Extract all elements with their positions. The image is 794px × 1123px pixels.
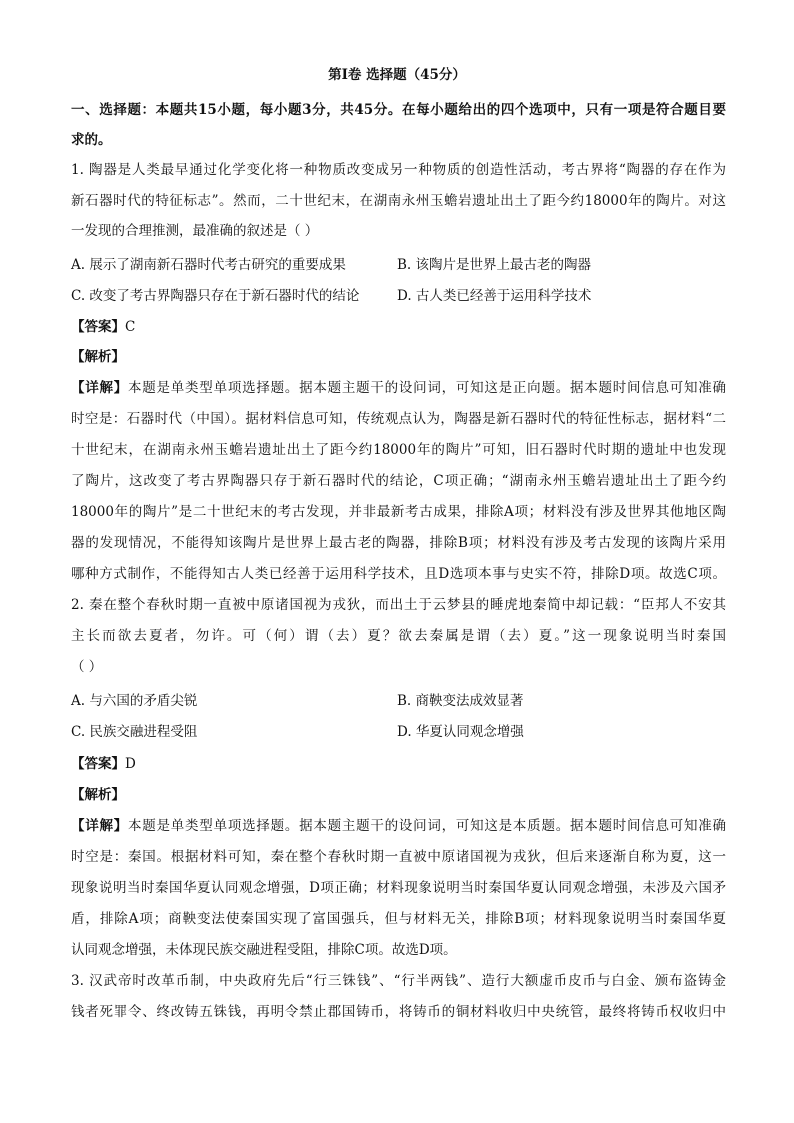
q1-answer-value: C xyxy=(125,319,136,335)
q1-stem-line-1: 1. 陶器是人类最早通过化学变化将一种物质改变成另一种物质的创造性活动，考古界将“陶器的存在作为 xyxy=(71,162,726,178)
q2-detail-line-3: 现象说明当时秦国华夏认同观念增强，D项正确；材料现象说明当时秦国华夏认同观念增强，未涉及六国矛 xyxy=(71,880,726,896)
q1-analysis-tag: 【解析】 xyxy=(71,349,125,365)
q1-stem-line-2: 新石器时代的特征标志”。然而，二十世纪末，在湖南永州玉蟾岩遗址出土了距今约18000年的陶片。对这 xyxy=(71,193,726,209)
q2-stem-line-3: （ ） xyxy=(71,659,103,675)
q2-detail-tag: 【详解】 xyxy=(71,818,129,834)
q2-answer-tag: 【答案】 xyxy=(71,756,125,772)
q1-stem-line-3: 一发现的合理推测，最准确的叙述是（ ） xyxy=(71,223,319,239)
q2-detail-text-1: 本题是单类型单项选择题。据本题主题干的设问词，可知这是本质题。据本题时间信息可知准确 xyxy=(128,818,726,834)
q2-answer xyxy=(71,755,136,773)
section-instructions-line-1: 一、选择题：本题共15小题，每小题3分，共45分。在每小题给出的四个选项中，只有一项是符合题目要 xyxy=(71,102,726,118)
q2-stem-line-2: 主长而欲去夏者，勿许。可（何）谓（去）夏？欲去秦属是谓（去）夏。”这一现象说明当时秦国 xyxy=(71,628,726,644)
q1-detail-line-7: 哪种方式制作，不能得知古人类已经善于运用科学技术，且D选项本事与史实不符，排除D项。故选C项。 xyxy=(71,566,726,582)
q2-option-c: C. 民族交融进程受阻 xyxy=(71,724,198,740)
q2-answer-value: D xyxy=(125,756,136,772)
q2-option-d: D. 华夏认同观念增强 xyxy=(397,724,524,740)
q1-option-c: C. 改变了考古界陶器只存在于新石器时代的结论 xyxy=(71,288,360,304)
q1-detail-line-6: 器的发现情况，不能得知该陶片是世界上最古老的陶器，排除B项；材料没有涉及考古发现的该陶片采用 xyxy=(71,535,726,551)
q1-answer xyxy=(71,318,135,336)
q2-detail-line-2: 时空是：秦国。根据材料可知，秦在整个春秋时期一直被中原诸国视为戎狄，但后来逐渐自称为夏，这一 xyxy=(71,849,726,865)
section-instructions-line-2: 求的。 xyxy=(71,132,112,148)
q1-analysis xyxy=(71,348,125,366)
q1-detail-line-5: 18000年的陶片”是二十世纪末的考古发现，并非最新考古成果，排除A项；材料没有涉及世界其他地区陶 xyxy=(71,504,726,520)
q1-detail-line-1 xyxy=(71,379,726,397)
q1-detail-line-4: 了陶片，这改变了考古界陶器只存于新石器时代的结论，C项正确；“湖南永州玉蟾岩遗址出土了距今约 xyxy=(71,473,726,489)
q2-option-a: A. 与六国的矛盾尖锐 xyxy=(71,693,198,709)
q2-detail-line-5: 认同观念增强，未体现民族交融进程受阻，排除C项。故选D项。 xyxy=(71,942,457,958)
q2-detail-line-4: 盾，排除A项；商鞅变法使秦国实现了富国强兵，但与材料无关，排除B项；材料现象说明当时秦国华夏 xyxy=(71,911,726,927)
q1-option-b: B. 该陶片是世界上最古老的陶器 xyxy=(397,257,592,273)
q1-option-d: D. 古人类已经善于运用科学技术 xyxy=(397,288,592,304)
q3-stem-line-2: 钱者死罪令、终改铸五铢钱，再明令禁止郡国铸币，将铸币的铜材料收归中央统管，最终将铸币权收归中 xyxy=(71,1004,726,1020)
q2-analysis xyxy=(71,786,125,804)
q2-detail-line-1 xyxy=(71,817,726,835)
q1-detail-line-3: 十世纪末，在湖南永州玉蟾岩遗址出土了距今约18000年的陶片”可知，旧石器时代时期的遗址中也发现 xyxy=(71,442,726,458)
q2-analysis-tag: 【解析】 xyxy=(71,787,125,803)
q1-detail-text-1: 本题是单类型单项选择题。据本题主题干的设问词，可知这是正向题。据本题时间信息可知准确 xyxy=(128,380,726,396)
q2-stem-line-1: 2. 秦在整个春秋时期一直被中原诸国视为戎狄，而出土于云梦县的睡虎地秦简中却记载：“臣邦人不安其 xyxy=(71,597,726,613)
section-title: 第Ⅰ卷 选择题（45分） xyxy=(328,67,466,83)
q1-detail-tag: 【详解】 xyxy=(71,380,129,396)
q3-stem-line-1: 3. 汉武帝时改革币制，中央政府先后“行三铢钱”、“行半两钱”、造行大额虚币皮币与白金、颁布盗铸金 xyxy=(71,973,726,989)
q2-option-b: B. 商鞅变法成效显著 xyxy=(397,693,524,709)
q1-answer-tag: 【答案】 xyxy=(71,319,125,335)
q1-detail-line-2: 时空是：石器时代（中国）。据材料信息可知，传统观点认为，陶器是新石器时代的特征性标志，据材料“二 xyxy=(71,411,726,427)
q1-option-a: A. 展示了湖南新石器时代考古研究的重要成果 xyxy=(71,257,346,273)
